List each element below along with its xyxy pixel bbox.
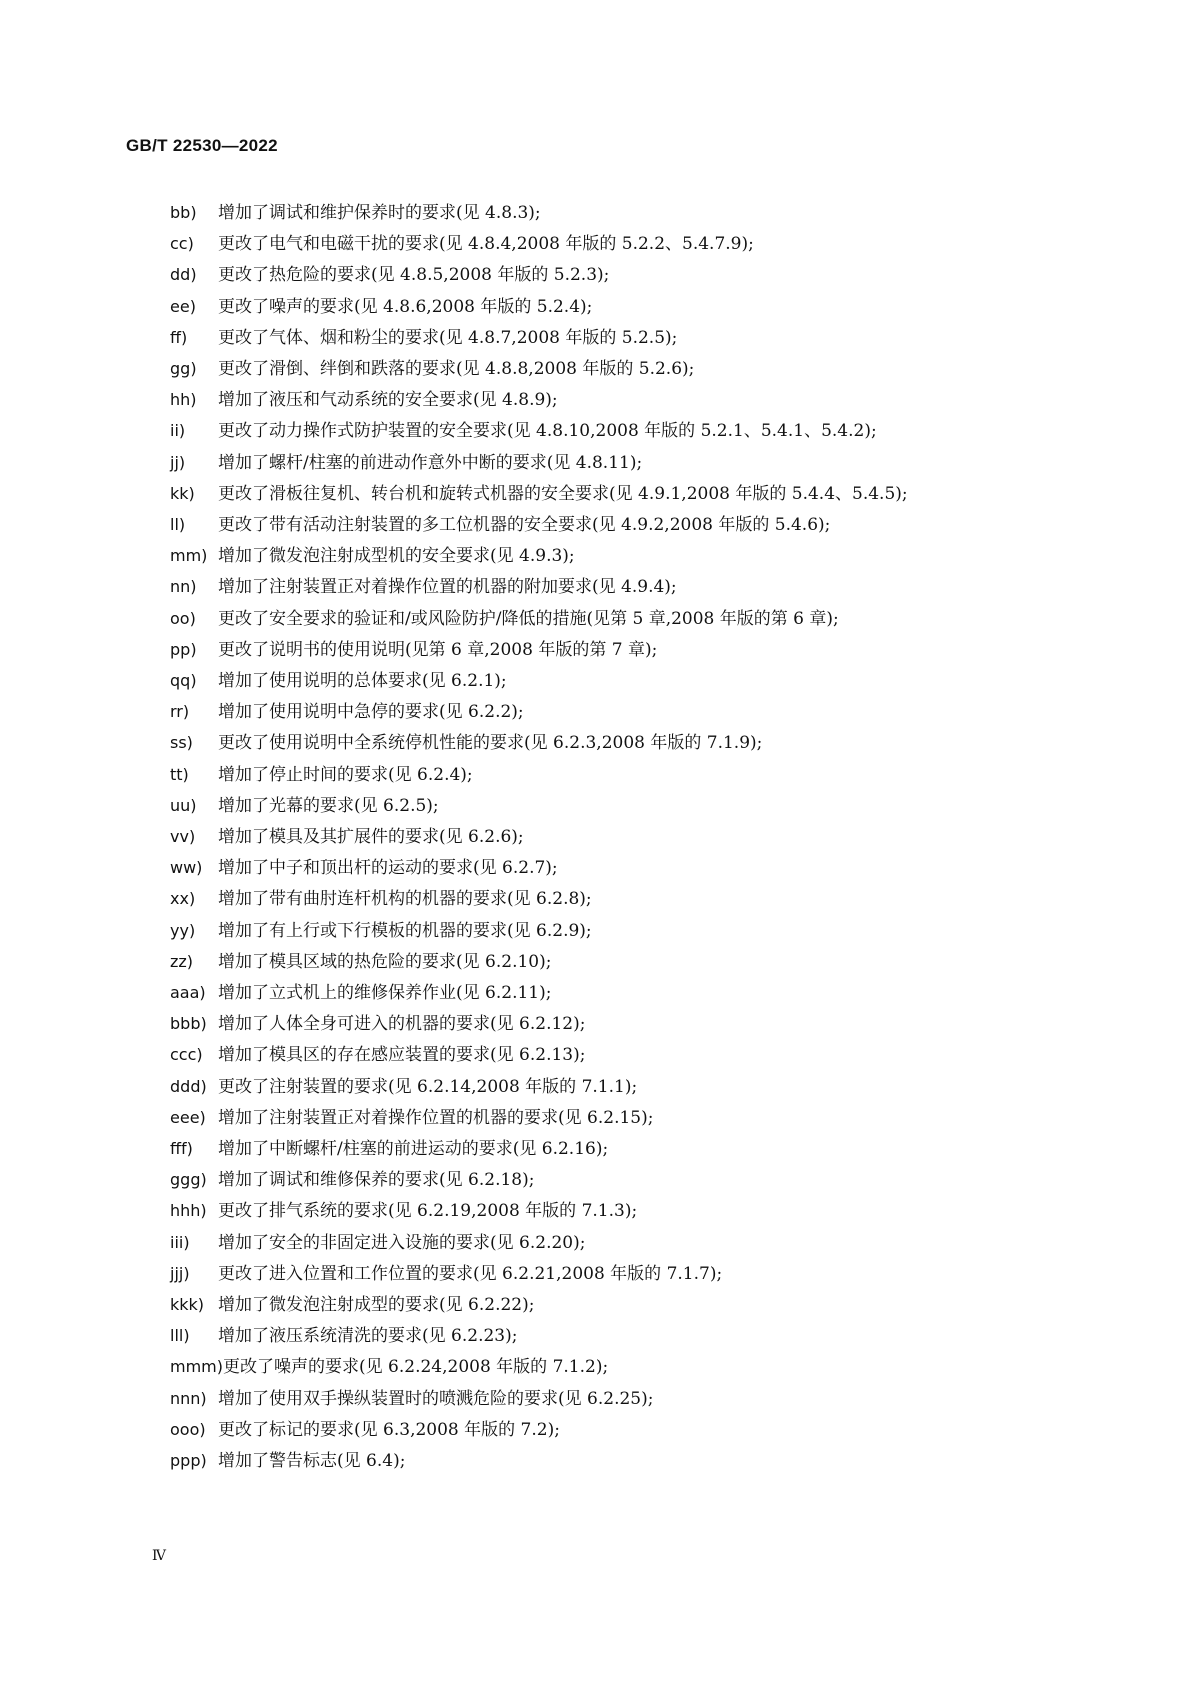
list-item	[170, 945, 551, 978]
list-item	[170, 1132, 608, 1165]
list-item	[170, 820, 524, 853]
list-item-text: 更改了噪声的要求(见 6.2.24,2008 年版的 7.1.2);	[223, 1357, 609, 1378]
list-item-text: 增加了带有曲肘连杆机构的机器的要求(见 6.2.8);	[218, 889, 592, 910]
list-item	[170, 196, 541, 229]
list-item	[170, 1413, 560, 1446]
list-item-label: bb)	[170, 203, 197, 222]
list-item-label: bbb)	[170, 1014, 207, 1034]
list-item-label: oo)	[170, 608, 196, 628]
list-item-text: 增加了停止时间的要求(见 6.2.4);	[218, 764, 473, 785]
list-item	[170, 1319, 517, 1352]
list-item-text: 更改了注射装置的要求(见 6.2.14,2008 年版的 7.1.1);	[218, 1076, 638, 1097]
list-item	[170, 477, 908, 510]
list-item	[170, 1070, 637, 1103]
list-item-text: 增加了注射装置正对着操作位置的机器的要求(见 6.2.15);	[218, 1107, 654, 1128]
list-item-label: ll)	[170, 515, 186, 534]
list-item	[170, 227, 754, 260]
list-item-label: cc)	[170, 234, 194, 254]
list-item	[170, 1226, 585, 1259]
list-item-label: ee)	[170, 296, 196, 316]
list-item	[170, 1350, 608, 1383]
list-item	[170, 352, 694, 385]
list-item	[170, 664, 507, 697]
list-item	[170, 851, 558, 884]
list-item-label: ii)	[170, 421, 186, 441]
list-item-label: ccc)	[170, 1045, 203, 1065]
list-item-label: kkk)	[170, 1295, 205, 1314]
list-item-text: 更改了气体、烟和粉尘的要求(见 4.8.7,2008 年版的 5.2.5);	[218, 327, 678, 348]
list-item-label: ooo)	[170, 1419, 206, 1439]
list-item	[170, 789, 439, 822]
list-item	[170, 914, 592, 947]
list-item-text: 增加了微发泡注射成型机的安全要求(见 4.9.3);	[218, 546, 575, 567]
list-item-text: 增加了注射装置正对着操作位置的机器的附加要求(见 4.9.4);	[218, 577, 677, 598]
list-item-label: hh)	[170, 390, 197, 410]
list-item-text: 增加了液压和气动系统的安全要求(见 4.8.9);	[218, 390, 558, 411]
list-item-text: 增加了模具区域的热危险的要求(见 6.2.10);	[218, 951, 552, 972]
list-item-text: 更改了电气和电磁干扰的要求(见 4.8.4,2008 年版的 5.2.2、5.4.7.9);	[218, 234, 754, 255]
list-item-label: aaa)	[170, 983, 206, 1002]
list-item	[170, 1101, 653, 1134]
list-item-label: rr)	[170, 702, 190, 722]
list-item-text: 增加了模具区的存在感应装置的要求(见 6.2.13);	[218, 1045, 586, 1066]
list-item-text: 增加了微发泡注射成型的要求(见 6.2.22);	[218, 1295, 535, 1315]
list-item-text: 增加了安全的非固定进入设施的要求(见 6.2.20);	[218, 1232, 586, 1253]
list-item-text: 增加了螺杆/柱塞的前进动作意外中断的要求(见 4.8.11);	[218, 452, 643, 473]
list-item-text: 增加了调试和维护保养时的要求(见 4.8.3);	[218, 203, 541, 223]
list-item-text: 更改了滑倒、绊倒和跌落的要求(见 4.8.8,2008 年版的 5.2.6);	[218, 359, 695, 379]
list-item	[170, 1038, 585, 1071]
list-item-text: 更改了安全要求的验证和/或风险防护/降低的措施(见第 5 章,2008 年版的第 6 章);	[218, 608, 839, 629]
list-item	[170, 508, 830, 541]
list-item-text: 增加了中断螺杆/柱塞的前进运动的要求(见 6.2.16);	[218, 1139, 609, 1159]
list-item	[170, 602, 839, 635]
list-item-label: nn)	[170, 577, 197, 597]
list-item	[170, 1163, 534, 1196]
list-item-label: tt)	[170, 764, 189, 784]
list-item-text: 增加了使用双手操纵装置时的喷溅危险的要求(见 6.2.25);	[218, 1388, 654, 1409]
list-item-label: xx)	[170, 889, 196, 909]
list-item-text: 增加了液压系统清洗的要求(见 6.2.23);	[218, 1326, 518, 1347]
list-item-label: ff)	[170, 327, 188, 347]
list-item-text: 增加了使用说明的总体要求(见 6.2.1);	[218, 671, 507, 691]
list-item-text: 更改了说明书的使用说明(见第 6 章,2008 年版的第 7 章);	[218, 639, 658, 660]
list-item	[170, 290, 592, 323]
list-item-label: ggg)	[170, 1170, 207, 1190]
list-item-label: jjj)	[170, 1263, 190, 1283]
list-item	[170, 1382, 653, 1415]
list-item	[170, 1288, 534, 1321]
list-item	[170, 1007, 585, 1040]
standard-number-header: GB/T 22530—2022	[126, 136, 278, 155]
list-item-label: ww)	[170, 858, 203, 878]
list-item	[170, 1257, 722, 1290]
list-item-label: eee)	[170, 1107, 206, 1127]
list-item-text: 增加了立式机上的维修保养作业(见 6.2.11);	[218, 983, 552, 1003]
list-item-label: ss)	[170, 733, 193, 753]
list-item-text: 增加了光幕的要求(见 6.2.5);	[218, 795, 439, 816]
list-item-text: 增加了模具及其扩展件的要求(见 6.2.6);	[218, 827, 524, 847]
list-item-label: ppp)	[170, 1451, 207, 1470]
list-item-label: dd)	[170, 265, 197, 285]
list-item-text: 增加了调试和维修保养的要求(见 6.2.18);	[218, 1170, 535, 1191]
list-item-text: 更改了排气系统的要求(见 6.2.19,2008 年版的 7.1.3);	[218, 1201, 638, 1222]
list-item-label: mm)	[170, 546, 208, 566]
list-item	[170, 976, 551, 1009]
list-item	[170, 695, 524, 728]
list-item-text: 更改了进入位置和工作位置的要求(见 6.2.21,2008 年版的 7.1.7);	[218, 1263, 723, 1284]
list-item-label: vv)	[170, 827, 196, 846]
list-item-text: 更改了标记的要求(见 6.3,2008 年版的 7.2);	[218, 1419, 560, 1440]
list-item-text: 增加了警告标志(见 6.4);	[218, 1451, 406, 1471]
list-item	[170, 321, 677, 354]
list-item-label: fff)	[170, 1139, 193, 1158]
list-item-label: gg)	[170, 359, 197, 378]
list-item-label: zz)	[170, 951, 194, 971]
list-item-label: uu)	[170, 795, 197, 815]
list-item	[170, 414, 877, 447]
list-item-label: jj)	[170, 452, 186, 472]
list-item-label: nnn)	[170, 1388, 207, 1408]
list-item	[170, 633, 657, 666]
list-item	[170, 258, 609, 291]
list-item	[170, 570, 677, 603]
list-item-text: 更改了动力操作式防护装置的安全要求(见 4.8.10,2008 年版的 5.2.1、5.4.1、5.4.2);	[218, 421, 877, 442]
list-item	[170, 758, 473, 791]
list-item-text: 更改了带有活动注射装置的多工位机器的安全要求(见 4.9.2,2008 年版的 5.4.6);	[218, 515, 831, 535]
list-item	[170, 1444, 405, 1477]
list-item	[170, 539, 575, 572]
list-item-label: lll)	[170, 1326, 190, 1346]
list-item-text: 更改了噪声的要求(见 4.8.6,2008 年版的 5.2.4);	[218, 296, 593, 317]
list-item-label: kk)	[170, 483, 195, 503]
list-item	[170, 446, 642, 479]
list-item-label: mmm)	[170, 1357, 223, 1377]
list-item-text: 增加了人体全身可进入的机器的要求(见 6.2.12);	[218, 1014, 586, 1035]
list-item-text: 更改了使用说明中全系统停机性能的要求(见 6.2.3,2008 年版的 7.1.9);	[218, 733, 763, 754]
list-item	[170, 383, 558, 416]
list-item-label: pp)	[170, 639, 197, 659]
list-item	[170, 882, 592, 915]
list-item-text: 更改了滑板往复机、转台机和旋转式机器的安全要求(见 4.9.1,2008 年版的 5.4.4、5.4.5);	[218, 483, 908, 504]
list-item-label: hhh)	[170, 1201, 207, 1221]
list-item-label: qq)	[170, 671, 197, 690]
list-item-text: 增加了有上行或下行模板的机器的要求(见 6.2.9);	[218, 920, 592, 941]
list-item-label: ddd)	[170, 1076, 207, 1096]
list-item	[170, 726, 762, 759]
list-item-text: 更改了热危险的要求(见 4.8.5,2008 年版的 5.2.3);	[218, 265, 610, 286]
list-item	[170, 1194, 637, 1227]
list-item-text: 增加了使用说明中急停的要求(见 6.2.2);	[218, 702, 524, 723]
list-item-text: 增加了中子和顶出杆的运动的要求(见 6.2.7);	[218, 858, 558, 879]
list-item-label: yy)	[170, 920, 196, 940]
page-number: Ⅳ	[152, 1548, 166, 1564]
list-item-label: iii)	[170, 1232, 190, 1252]
